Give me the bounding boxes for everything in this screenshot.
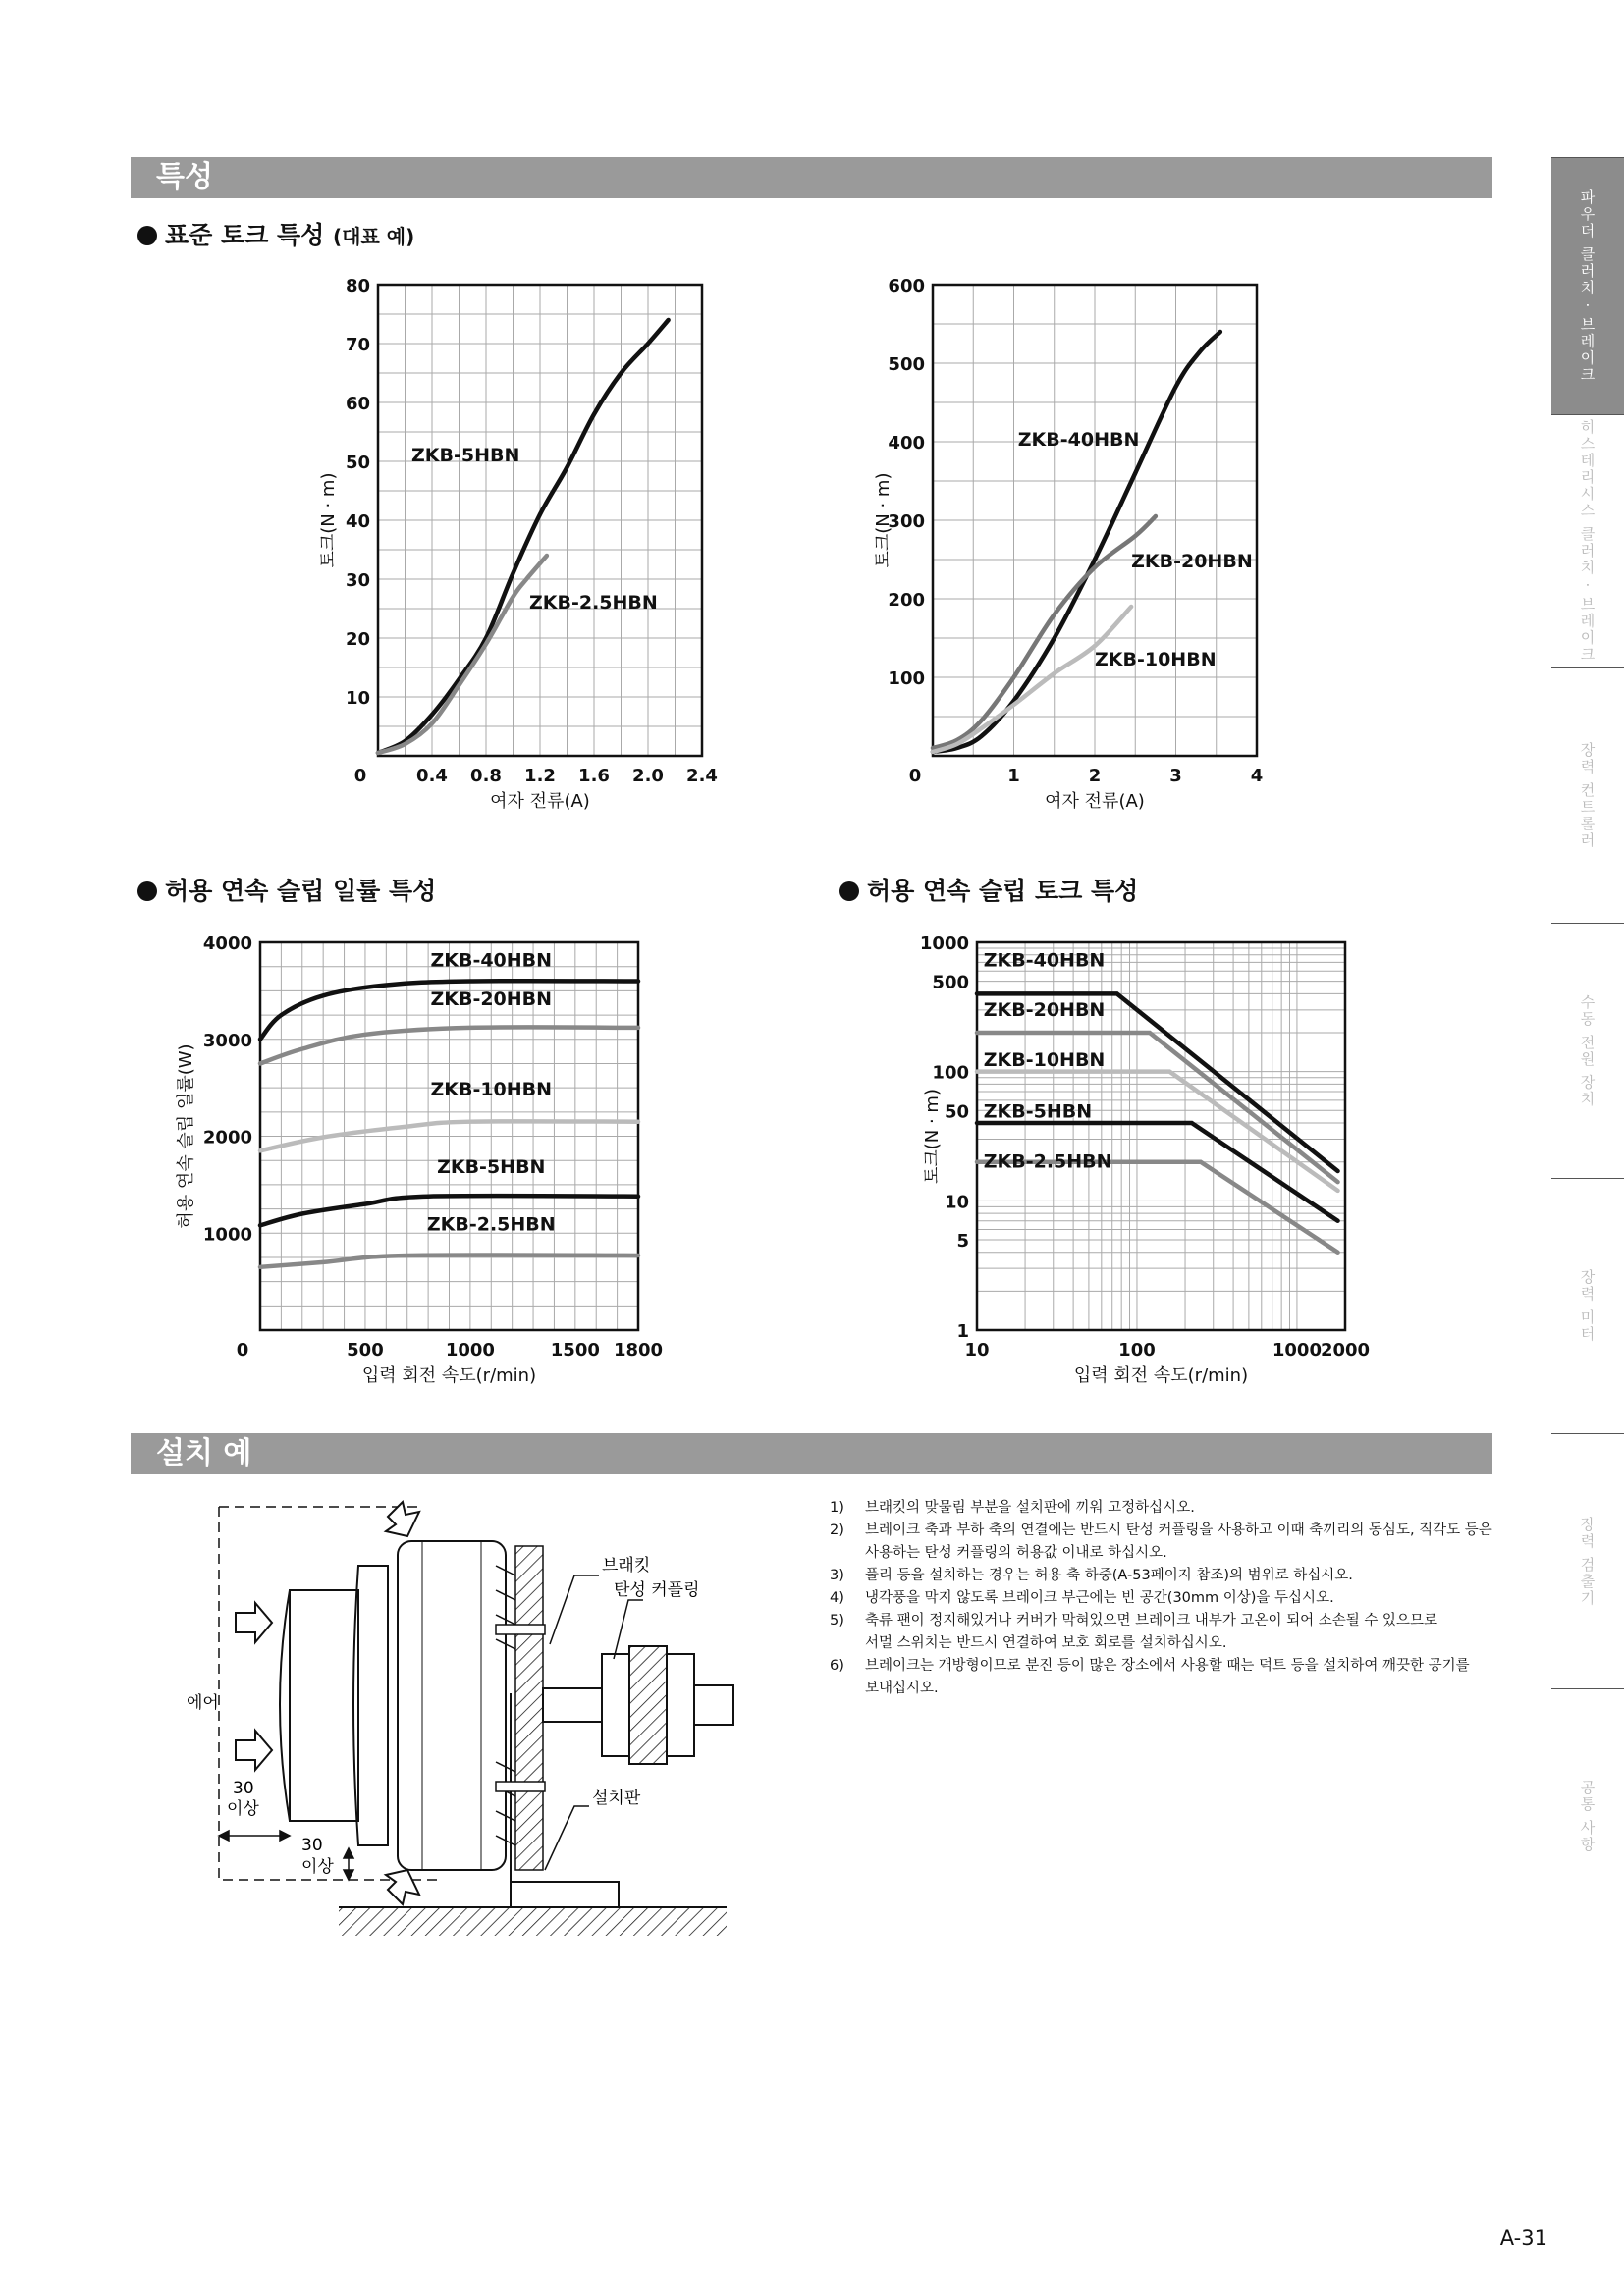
side-tab-label: 장력 미터 [1578,1269,1597,1343]
x-tick-label: 10 [964,1340,990,1361]
y-tick-label: 3000 [202,1030,252,1051]
subhead-slip-torque [839,872,1138,907]
series-label-zkb-5hbn: ZKB-5HBN [437,1156,546,1179]
series-label-zkb-10hbn: ZKB-10HBN [430,1079,553,1101]
series-label-zkb-2.5hbn: ZKB-2.5HBN [983,1150,1112,1173]
x-tick-label: 0.4 [416,766,448,786]
y-tick-label: 80 [345,276,370,296]
y-tick-label: 40 [345,511,370,532]
x-tick-label: 1800 [613,1340,664,1361]
x-axis-label: 입력 회전 속도(r/min) [1073,1365,1249,1386]
series-label-zkb-20hbn: ZKB-20HBN [1131,551,1253,572]
note-number: 6) [830,1658,844,1674]
air-in-arrow-icon [236,1731,272,1770]
y-tick-label: 30 [345,570,370,591]
chart-slip-power [176,918,707,1399]
x-tick-label: 1500 [550,1340,600,1361]
note-line: 브레이크 축과 부하 축의 연결에는 반드시 탄성 커플링을 사용하고 이때 축끼리의 동심도, 직각도 등은 [865,1522,1492,1538]
x-tick-label: 2.4 [686,766,718,786]
series-line-zkb-40hbn [933,332,1220,752]
bolt-top [496,1625,545,1634]
subhead-slip-power-text: 허용 연속 슬립 일률 특성 [165,877,437,905]
bullet-icon [137,881,157,901]
subhead-torque-note: (대표 예) [333,225,415,248]
bolt-bottom [496,1782,545,1791]
series-label-zkb-40hbn: ZKB-40HBN [983,949,1106,972]
side-tab[interactable] [1551,157,1624,414]
bullet-icon [839,881,859,901]
note-line: 브레이크는 개방형이므로 분진 등이 많은 장소에서 사용할 때는 덕트 등을 설치하여 깨끗한 공기를 [865,1658,1470,1674]
y-tick-label: 2000 [202,1127,252,1148]
note-item [830,1655,1507,1700]
air-out-arrow-icon [386,1870,419,1904]
y-axis-label: 토크(N · m) [873,472,893,568]
y-tick-label: 5 [956,1230,969,1252]
y-tick-label: 60 [345,394,370,414]
y-tick-label: 1000 [919,934,969,954]
y-tick-label: 4000 [202,934,252,954]
note-line: 브래킷의 맞물림 부분을 설치판에 끼워 고정하십시오. [865,1500,1195,1516]
note-number: 3) [830,1568,844,1583]
series-line-zkb-2.5hbn [378,556,547,753]
x-tick-label: 1000 [1272,1340,1322,1361]
label-bracket: 브래킷 [602,1556,651,1575]
y-tick-label: 10 [944,1192,969,1213]
y-tick-label: 1 [956,1321,969,1342]
x-axis-label: 여자 전류(A) [490,791,590,812]
x-tick-label: 1.2 [524,766,556,786]
ground-hatch [339,1908,727,1936]
origin-label: 0 [236,1340,249,1361]
x-tick-label: 2 [1088,766,1102,786]
chart-slip-torque [919,918,1414,1399]
series-label-zkb-5hbn: ZKB-5HBN [411,445,520,466]
series-label-zkb-10hbn: ZKB-10HBN [983,1049,1106,1072]
y-axis-label: 토크(N · m) [318,472,339,568]
y-tick-label: 400 [888,433,925,454]
x-axis-label: 여자 전류(A) [1045,791,1145,812]
section-title-characteristics: 특성 [131,157,1492,198]
x-tick-label: 500 [347,1340,384,1361]
note-line: 축류 팬이 정지해있거나 커버가 막혀있으면 브레이크 내부가 고온이 되어 소손될 수 있으므로 [865,1613,1437,1629]
air-in-arrow-icon [236,1603,272,1642]
series-label-zkb-20hbn: ZKB-20HBN [983,998,1106,1021]
y-tick-label: 300 [888,511,925,532]
y-tick-label: 100 [932,1062,969,1084]
origin-label: 0 [908,766,922,786]
note-item [830,1587,1507,1610]
elastic-coupling [629,1646,667,1764]
load-shaft [694,1685,733,1725]
note-line: 서멀 스위치는 반드시 연결하여 보호 회로를 설치하십시오. [865,1635,1227,1651]
y-tick-label: 50 [345,453,370,473]
x-axis-label: 입력 회전 속도(r/min) [361,1365,537,1386]
note-item [830,1520,1507,1565]
note-item [830,1565,1507,1587]
note-number: 1) [830,1500,844,1516]
series-label-zkb-5hbn: ZKB-5HBN [983,1100,1093,1123]
x-tick-label: 0.8 [470,766,502,786]
side-tab[interactable] [1551,667,1624,923]
x-tick-label: 1.6 [578,766,610,786]
series-line-zkb-10hbn [933,607,1131,752]
series-line-zkb-5hbn [378,320,669,753]
x-tick-label: 2000 [1320,1340,1371,1361]
note-item [830,1610,1507,1655]
y-axis-label: 허용 연속 슬립 일률(W) [176,1043,196,1229]
label-mounting-plate: 설치판 [592,1789,641,1808]
side-tab-label: 공통 사항 [1578,1780,1597,1853]
side-tab-label: 장력 컨트롤러 [1578,742,1597,849]
coupling-hub-right [667,1654,694,1756]
side-tab-label: 히스테리시스 클러치 · 브레이크 [1578,419,1597,664]
side-tab-label: 수동 전원 장치 [1578,993,1597,1108]
note-line: 사용하는 탄성 커플링의 허용값 이내로 하십시오. [865,1545,1167,1561]
x-tick-label: 100 [1118,1340,1156,1361]
air-flow-arrows [236,1502,419,1904]
y-tick-label: 20 [345,629,370,650]
label-gap2-value: 30 [301,1836,323,1855]
x-tick-label: 1000 [445,1340,495,1361]
chart-torque-large [844,265,1316,844]
coupling-hub-left [602,1654,629,1756]
note-item [830,1497,1507,1520]
installation-notes [830,1497,1507,1700]
side-tab[interactable] [1551,923,1624,1178]
series-label-zkb-10hbn: ZKB-10HBN [1095,649,1217,670]
page-number: A-31 [1499,2226,1547,2250]
x-tick-label: 2.0 [632,766,664,786]
subhead-torque [137,216,414,251]
bullet-icon [137,226,157,245]
x-tick-label: 3 [1169,766,1182,786]
note-line: 보내십시오. [865,1681,939,1696]
y-tick-label: 100 [888,668,925,689]
note-line: 냉각풍을 막지 않도록 브레이크 부근에는 빈 공간(30mm 이상)을 두십시오. [865,1590,1334,1606]
chart-torque-small [295,265,766,844]
y-tick-label: 1000 [202,1224,252,1246]
label-elastic-coupling: 탄성 커플링 [614,1580,700,1600]
y-tick-label: 50 [944,1101,969,1123]
y-tick-label: 600 [888,276,925,296]
section-title-installation: 설치 예 [131,1433,1492,1474]
note-line: 풀리 등을 설치하는 경우는 허용 축 하중(A-53페이지 참조)의 범위로 하십시오. [865,1568,1353,1583]
y-tick-label: 200 [888,590,925,611]
label-gap1-value: 30 [233,1779,254,1798]
side-tab-label: 장력 검출기 [1578,1516,1597,1607]
origin-label: 0 [353,766,367,786]
series-label-zkb-20hbn: ZKB-20HBN [430,988,553,1011]
note-number: 5) [830,1613,844,1629]
subhead-slip-torque-text: 허용 연속 슬립 토크 특성 [867,877,1139,905]
y-tick-label: 500 [888,354,925,375]
installation-diagram [187,1497,751,1939]
mount-plate [515,1546,543,1870]
x-tick-label: 1 [1007,766,1020,786]
y-tick-label: 70 [345,335,370,355]
side-tab[interactable] [1551,1433,1624,1688]
subhead-slip-power [137,872,436,907]
y-axis-label: 토크(N · m) [922,1089,943,1184]
y-tick-label: 10 [345,688,370,709]
series-label-zkb-40hbn: ZKB-40HBN [430,949,553,972]
x-tick-label: 4 [1250,766,1264,786]
note-number: 4) [830,1590,844,1606]
label-gap2-unit: 이상 [301,1857,334,1877]
side-tab[interactable] [1551,414,1624,667]
side-tab[interactable] [1551,1688,1624,1944]
brake-body [398,1541,506,1870]
brake-fan-housing [290,1590,358,1821]
subhead-torque-text: 표준 토크 특성 [165,221,325,249]
note-number: 2) [830,1522,844,1538]
series-label-zkb-2.5hbn: ZKB-2.5HBN [529,592,658,614]
y-tick-label: 500 [932,972,969,993]
series-label-zkb-2.5hbn: ZKB-2.5HBN [426,1213,556,1236]
series-line-zkb-20hbn [933,516,1156,748]
side-tab[interactable] [1551,1178,1624,1433]
side-tab-label: 파우더 클러치 · 브레이크 [1578,188,1597,384]
label-air: 에어 [187,1693,219,1713]
label-gap1-unit: 이상 [227,1799,259,1819]
brake-shaft [543,1688,602,1722]
series-label-zkb-40hbn: ZKB-40HBN [1017,429,1140,451]
